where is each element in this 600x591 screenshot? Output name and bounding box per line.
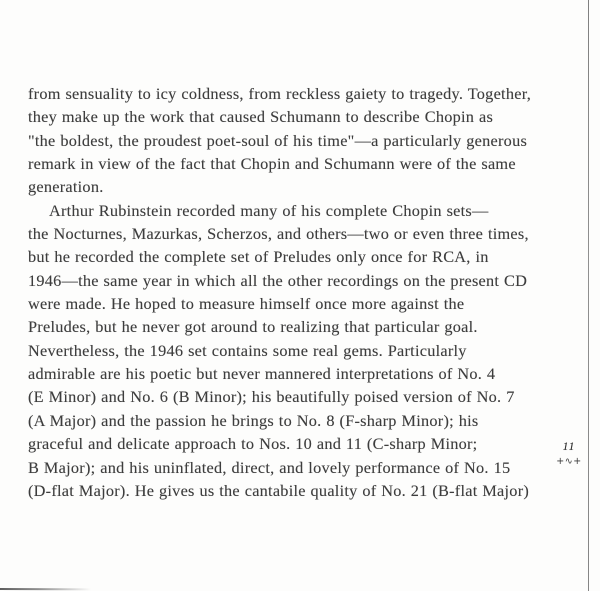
scan-edge-line-bottom-left [0,588,95,590]
text-line: Nevertheless, the 1946 set contains some real gems. Particularly [28,340,467,360]
text-line: but he recorded the complete set of Preludes only once for RCA, in [28,247,489,267]
page-margin-block [548,441,590,468]
text-line: generation. [28,177,104,197]
text-line: remark in view of the fact that Chopin and Schumann were of the same [28,154,516,174]
text-line: Preludes, but he never got around to realizing that particular goal. [28,317,478,337]
text-line: admirable are his poetic but never mannered interpretations of No. 4 [28,364,496,384]
text-line: "the boldest, the proudest poet-soul of his time"—a particularly generous [28,130,528,150]
text-line: 1946—the same year in which all the other recordings on the present CD [28,270,528,290]
text-line: (E Minor) and No. 6 (B Minor); his beautifully poised version of No. 7 [28,387,515,407]
text-line: graceful and delicate approach to Nos. 10 and 11 (C-sharp Minor; [28,434,478,454]
text-line: Arthur Rubinstein recorded many of his complete Chopin sets— [49,200,489,220]
text-line: (D-flat Major). He gives us the cantabile quality of No. 21 (B-flat Major) [28,480,530,500]
text-line: they make up the work that caused Schumann to describe Chopin as [28,107,494,127]
body-text [28,82,563,502]
text-line: the Nocturnes, Mazurkas, Scherzos, and others—two or even three times, [28,224,529,244]
flourish-ornament-icon: +∿+ [556,456,582,467]
text-line: from sensuality to icy coldness, from reckless gaiety to tragedy. Together, [28,84,532,103]
scan-edge-line-right [588,0,590,591]
page-number: 11 [562,441,576,453]
text-line: were made. He hoped to measure himself once more against the [28,294,465,314]
text-line: B Major); and his uninflated, direct, and lovely performance of No. 15 [28,457,511,477]
text-line: (A Major) and the passion he brings to No. 8 (F-sharp Minor); his [28,410,479,430]
